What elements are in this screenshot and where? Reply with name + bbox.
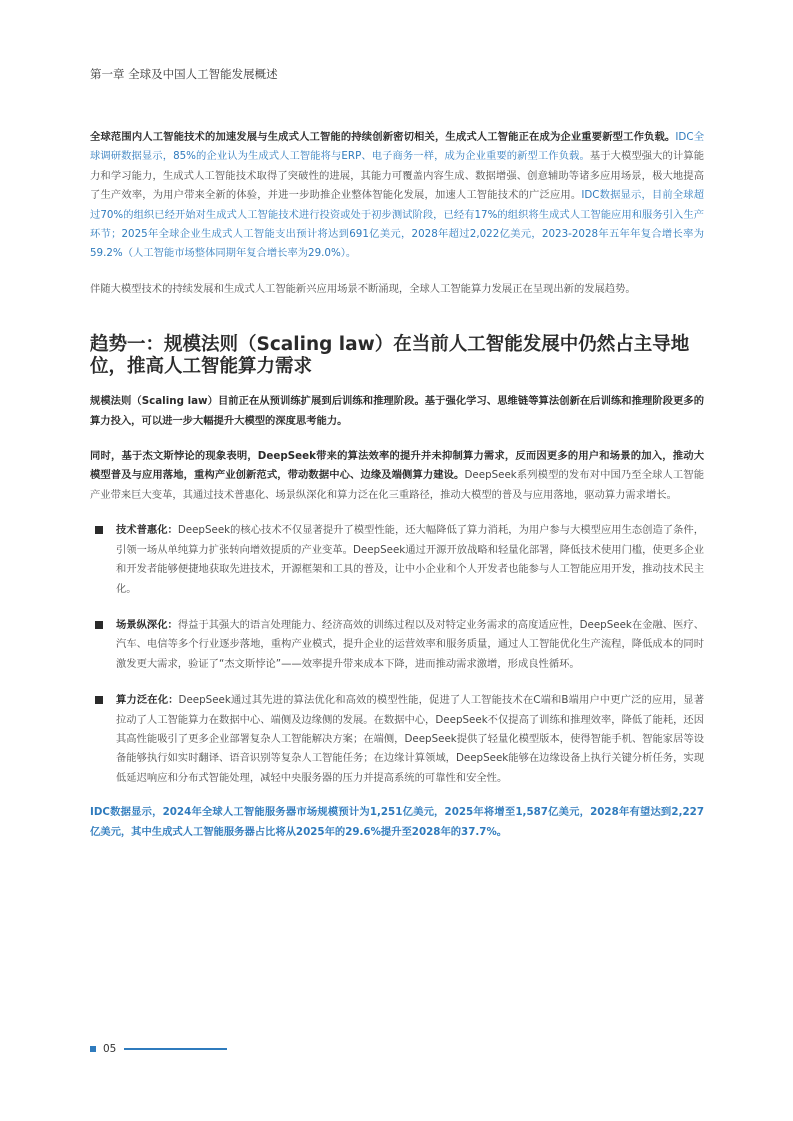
trend1-deepseek-text: DeepSeek系列模型的发布对中国乃至全球人工智能产业带来巨大变革，其通过技术普惠化、场景纵深化和算力泛在化三重路径，推动大模型的普及与应用落地，驱动算力需求增长。 [90,469,705,501]
intro-body-text: 基于大模型强大的计算能力和学习能力，生成式人工智能技术取得了突破性的进展，其能力可覆盖内容生成、数据增强、创意辅助等诸多应用场景，极大地提高了生产效率，为用户带来全新的体验，并进一步助推企业整体智能化发展，加速人工智能技术的广泛应用。 [90,150,705,202]
page-number: 05 [103,1043,117,1055]
footer-square-icon [90,1046,96,1052]
deepseek-paths-list [90,521,704,788]
intro-paragraph [90,128,704,264]
square-bullet-icon [95,526,103,534]
bullet-text: DeepSeek通过其先进的算法优化和高效的模型性能，促进了人工智能技术在C端和B端用户中更广泛的应用，显著拉动了人工智能算力在数据中心、端侧及边缘侧的发展。在数据中心，DeepSeek不仅提高了训练和推理效率，降低了能耗，还因其高性能吸引了更多企业部署复杂人工智能解决方案；在端侧，DeepSeek提供了轻量化模型版本，使得智能手机、智能家居等设备能够执行如实时翻译、语音识别等复杂人工智能任务；在边缘计算领域，DeepSeek能够在边缘设备上执行关键分析任务，实现低延迟响应和分布式智能处理，减轻中央服务器的压力并提高系统的可靠性和安全性。 [116,694,704,784]
intro-idc-highlight-2: IDC数据显示，目前全球超过70%的组织已经开始对生成式人工智能技术进行投资或处于初步测试阶段，已经有17%的组织将生成式人工智能应用和服务引入生产环节；2025年全球企业生成式人工智能支出预计将达到691亿美元，2028年超过2,022亿美元，2023-2028年五年年复合增长率为59.2%（人工智能市场整体同期年复合增长率为29.0%）。 [90,189,705,260]
intro-bold-lead: 全球范围内人工智能技术的加速发展与生成式人工智能的持续创新密切相关，生成式人工智能正在成为企业重要新型工作负载。 [90,131,676,143]
footer-rule [124,1048,227,1050]
bullet-text: DeepSeek的核心技术不仅显著提升了模型性能，还大幅降低了算力消耗，为用户参与大模型应用生态创造了条件，引领一场从单纯算力扩张转向增效提质的产业变革。DeepSeek通过开源开放战略和轻量化部署，降低技术使用门槛，使更多企业和开发者能够便捷地获取先进技术，开源框架和工具的普及，让中小企业和个人开发者也能参与人工智能应用开发，推动技术民主化。 [116,524,704,595]
bullet-text: 得益于其强大的语言处理能力、经济高效的训练过程以及对特定业务需求的高度适应性，DeepSeek在金融、医疗、汽车、电信等多个行业逐步落地，重构产业模式，提升企业的运营效率和服务质量，通过人工智能优化生产流程，降低成本的同时激发更大需求，验证了“杰文斯悖论”——效率提升带来成本下降，进而推动需求激增，形成良性循环。 [116,618,704,670]
intro-idc-highlight-1: IDC全球调研数据显示，85%的企业认为生成式人工智能将与ERP、电子商务一样，成为企业重要的新型工作负载。 [90,131,705,163]
chapter-header: 第一章 全球及中国人工智能发展概述 [90,67,278,81]
intro-trend-paragraph: 伴随大模型技术的持续发展和生成式人工智能新兴应用场景不断涌现，全球人工智能算力发展正在呈现出新的发展趋势。 [90,282,636,295]
trend1-bold-paragraph [90,392,704,431]
page-content [90,128,704,842]
list-item [90,691,704,788]
bullet-label: 技术普惠化： [116,524,178,537]
trend1-jevons-bold: 同时，基于杰文斯悖论的现象表明，DeepSeek带来的算法效率的提升并未抑制算力需求，反而因更多的用户和场景的加入，推动大模型普及与应用落地，重构产业创新范式，带动数据中心、边缘及端侧算力建设。 [90,450,704,482]
trend1-jevons-paragraph [90,447,704,505]
list-item [90,616,704,674]
bullet-label: 算力泛在化： [116,694,179,707]
square-bullet-icon [95,621,103,629]
trend1-scaling-law-text: 规模法则（Scaling law）目前正在从预训练扩展到后训练和推理阶段。基于强化学习、思维链等算法创新在后训练和推理阶段更多的算力投入，可以进一步大幅提升大模型的深度思考能力。 [90,395,704,427]
square-bullet-icon [95,696,103,704]
list-item [90,521,704,599]
idc-server-market-paragraph: IDC数据显示，2024年全球人工智能服务器市场规模预计为1,251亿美元，2025年将增至1,587亿美元，2028年有望达到2,227亿美元，其中生成式人工智能服务器占比将从2025年的29.6%提升至2028年的37.7%。 [90,806,704,838]
page-footer [90,1043,227,1055]
bullet-label: 场景纵深化： [116,618,178,631]
section-heading-trend-1: 趋势一：规模法则（Scaling law）在当前人工智能发展中仍然占主导地位，推高人工智能算力需求 [90,334,690,378]
